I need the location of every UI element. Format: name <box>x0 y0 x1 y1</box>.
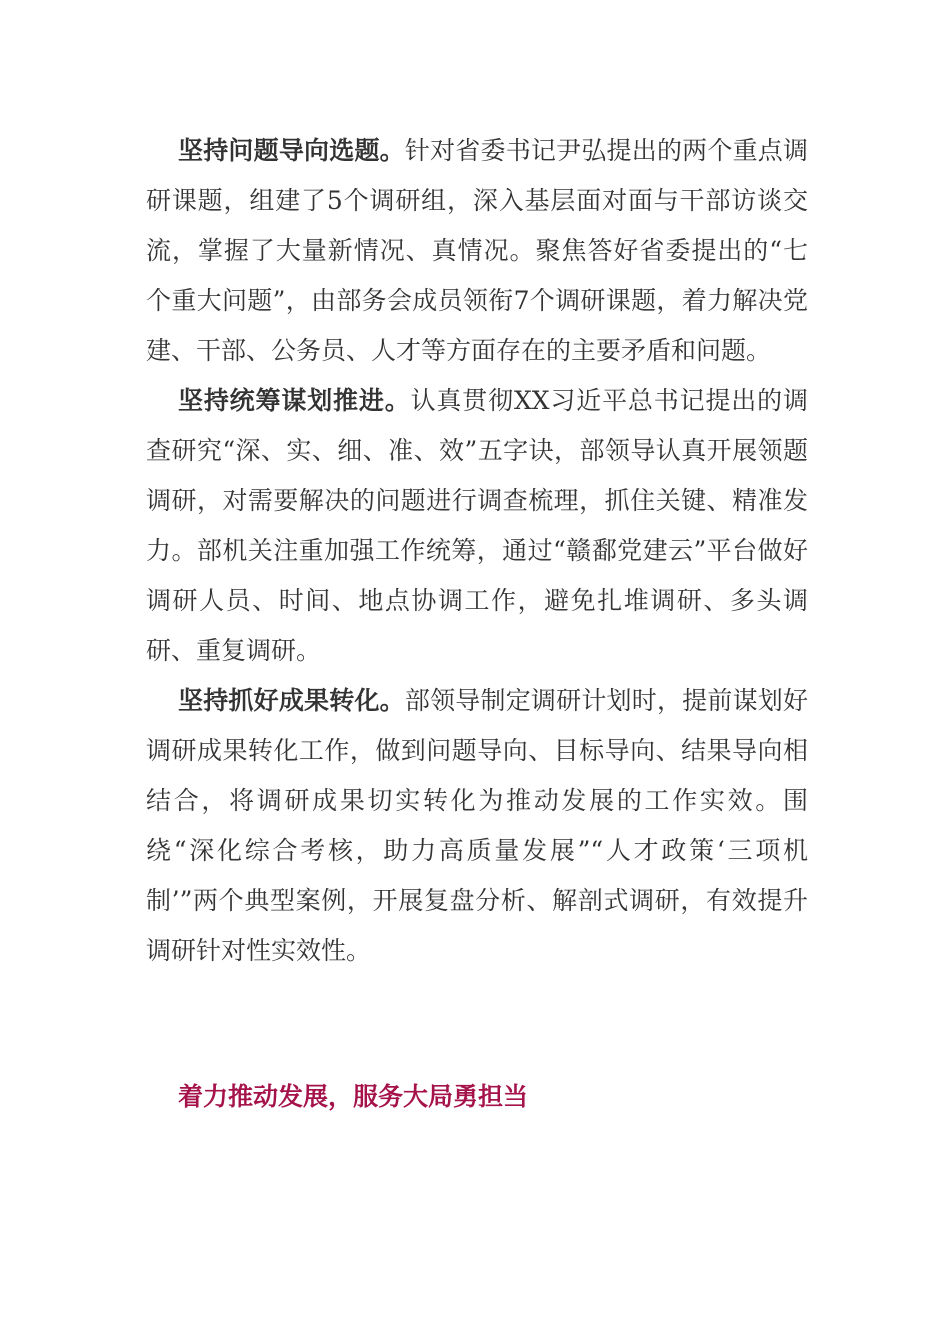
paragraph-text: 认真贯彻XX习近平总书记提出的调查研究“深、实、细、准、效”五字诀，部领导认真开展领题调研，对需要解决的问题进行调查梳理，抓住关键、精准发力。部机关注重加强工作统筹，通过“赣鄱党建云”平台做好调研人员、时间、地点协调工作，避免扎堆调研、多头调研、重复调研。 <box>146 386 808 665</box>
paragraph-lead: 坚持问题导向选题。 <box>178 136 405 165</box>
paragraph-coordination <box>146 376 808 676</box>
document-body <box>146 126 808 976</box>
paragraph-lead: 坚持统筹谋划推进。 <box>178 386 411 415</box>
paragraph-problem-oriented <box>146 126 808 376</box>
section-heading: 着力推动发展，服务大局勇担当 <box>178 1082 529 1111</box>
paragraph-text: 针对省委书记尹弘提出的两个重点调研课题，组建了5个调研组，深入基层面对面与干部访谈交流，掌握了大量新情况、真情况。聚焦答好省委提出的“七个重大问题”，由部务会成员领衔7个调研课题，着力解决党建、干部、公务员、人才等方面存在的主要矛盾和问题。 <box>146 136 808 365</box>
paragraph-lead: 坚持抓好成果转化。 <box>178 686 405 715</box>
paragraph-text: 部领导制定调研计划时，提前谋划好调研成果转化工作，做到问题导向、目标导向、结果导向相结合，将调研成果切实转化为推动发展的工作实效。围绕“深化综合考核，助力高质量发展”“人才政策‘三项机制’”两个典型案例，开展复盘分析、解剖式调研，有效提升调研针对性实效性。 <box>146 686 808 965</box>
paragraph-results-conversion <box>146 676 808 976</box>
